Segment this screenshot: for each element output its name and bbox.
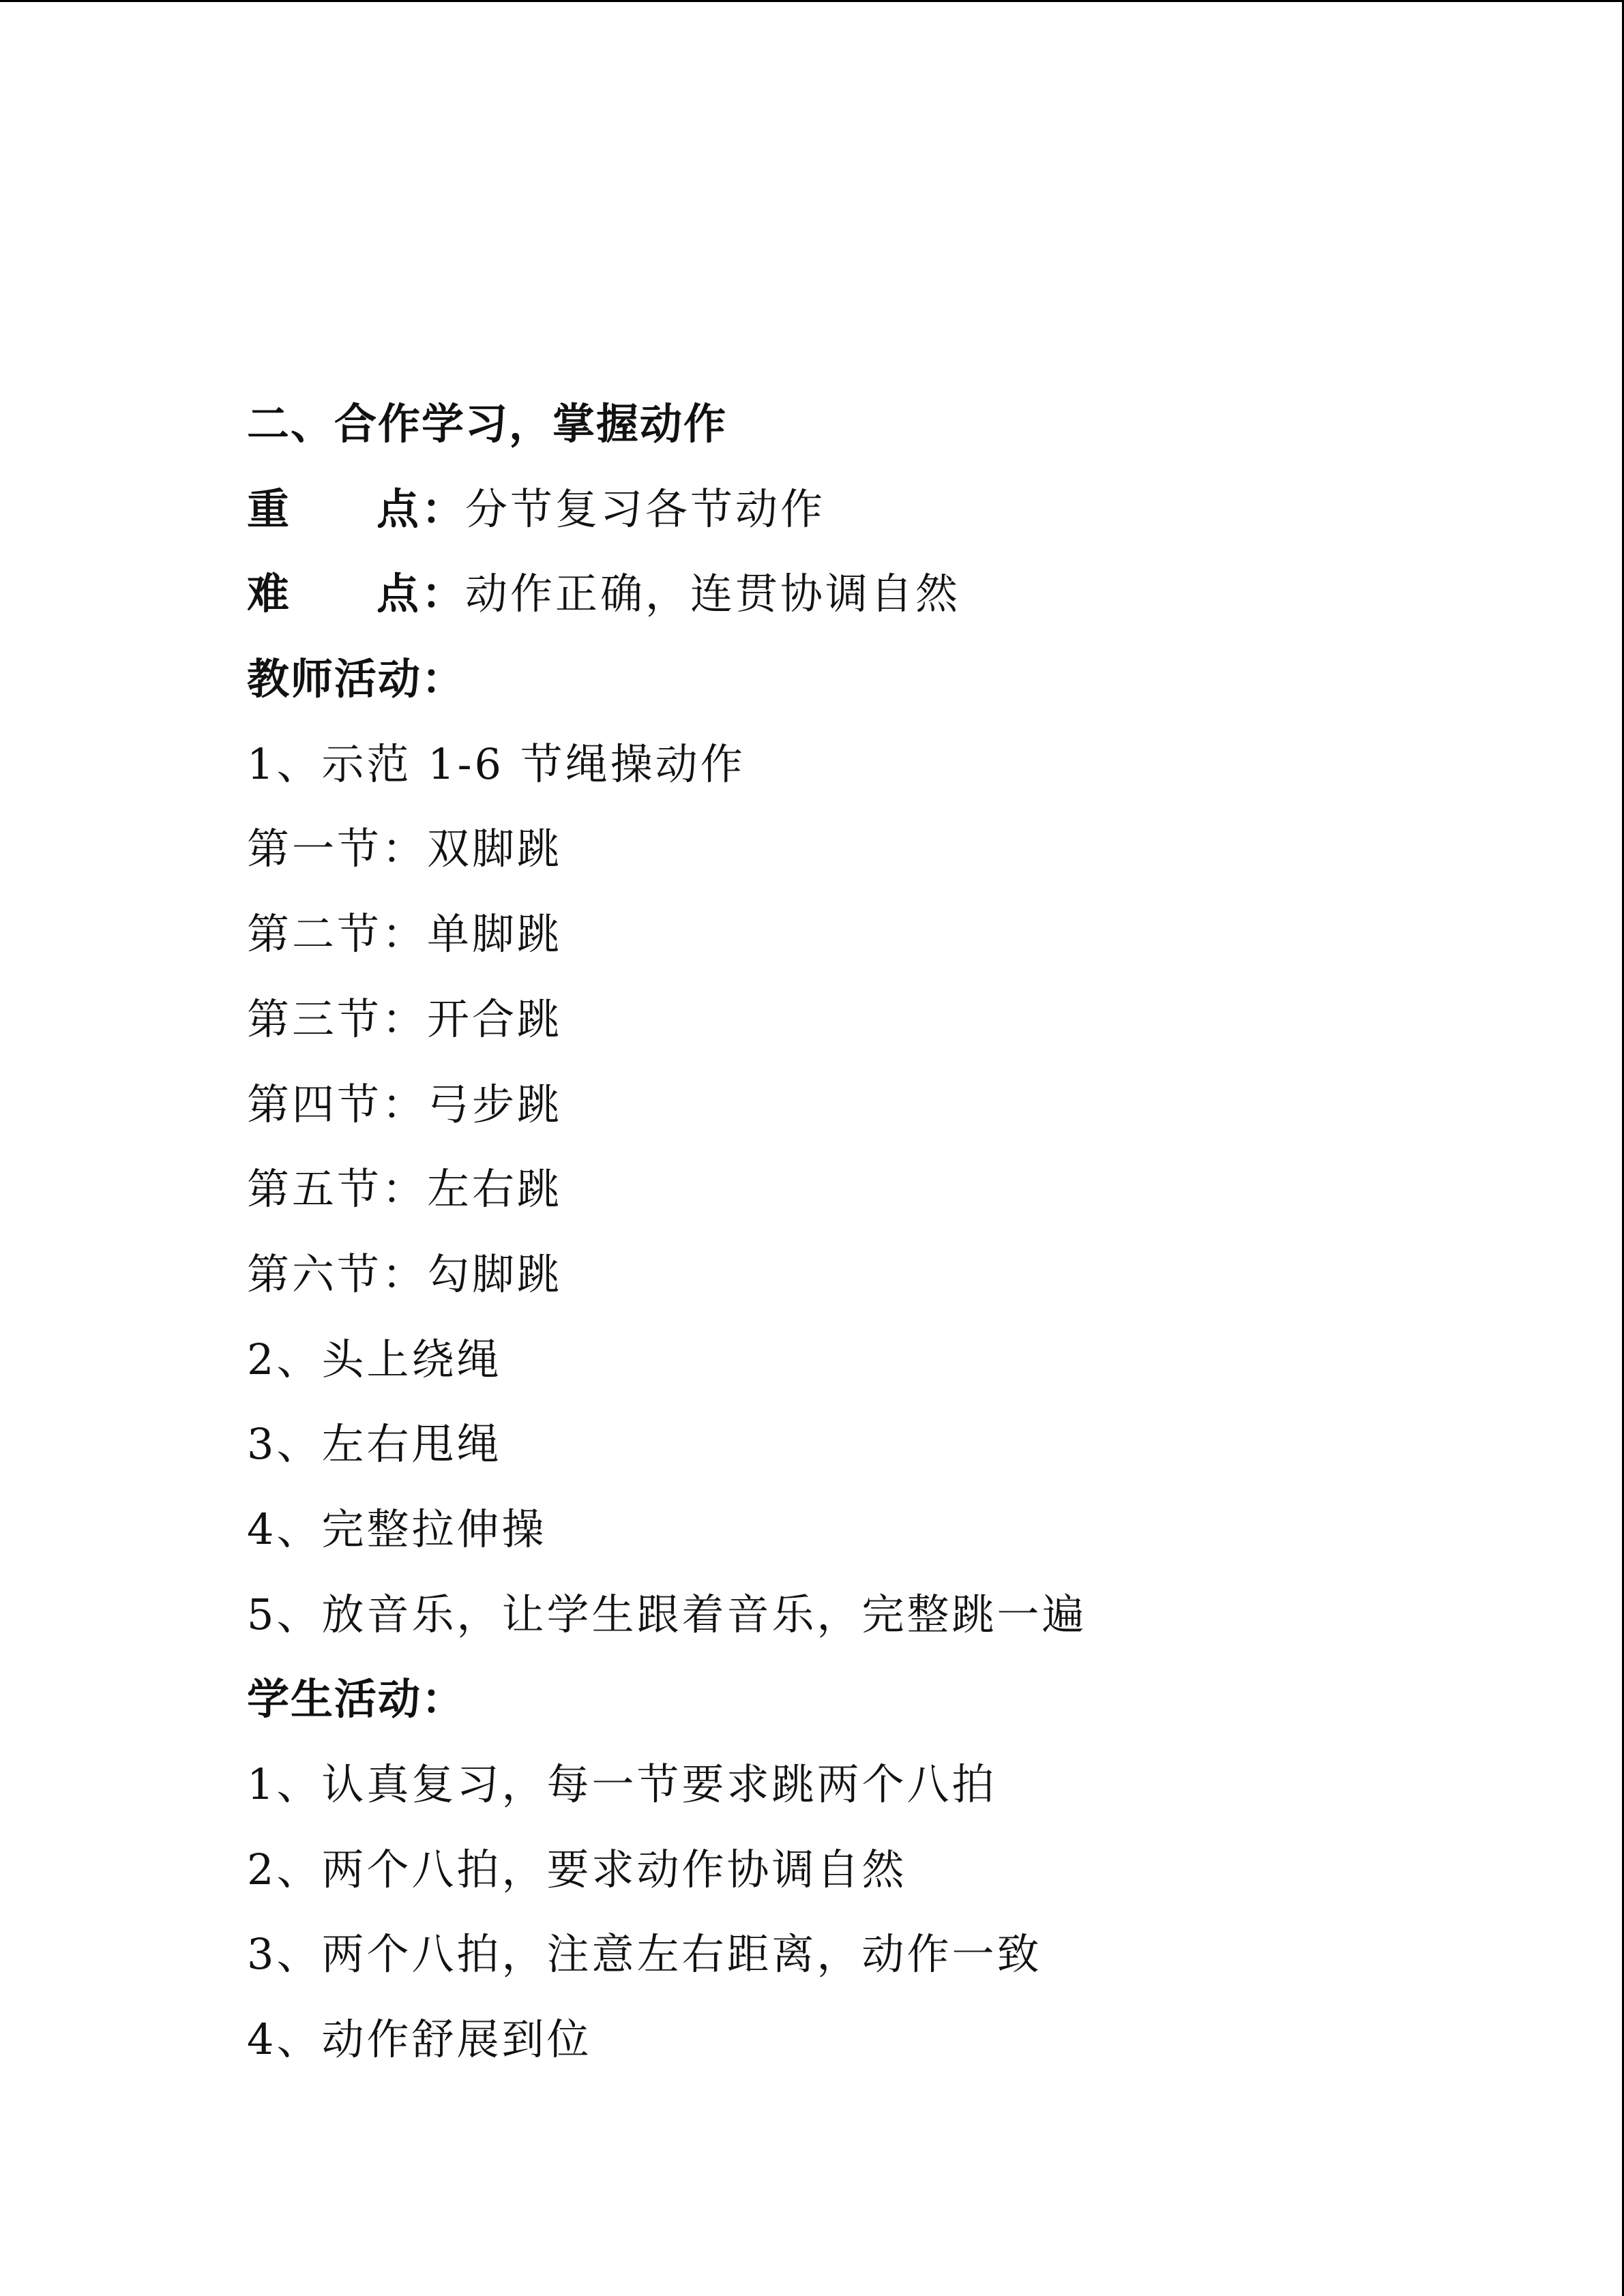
page-top-border (0, 0, 1624, 2)
student-activity-heading: 学生活动： (247, 1674, 466, 1725)
list-item: 第四节：弓步跳 (247, 1079, 563, 1129)
list-item: 1、示范 1-6 节绳操动作 (247, 739, 745, 789)
difficult-point-label-b: 点： (377, 569, 467, 619)
key-point-label-a: 重 (247, 483, 293, 534)
key-point-text: 分节复习各节动作 (465, 483, 826, 534)
student-activity-list (247, 1742, 1543, 2083)
teacher-activity-heading: 教师活动： (247, 654, 466, 704)
list-item: 4、完整拉伸操 (247, 1504, 547, 1554)
difficult-point-label (247, 552, 465, 637)
list-item: 2、头上绕绳 (247, 1334, 502, 1384)
list-item: 第二节：单脚跳 (247, 909, 563, 959)
list-item: 4、动作舒展到位 (247, 2014, 592, 2065)
document-body (247, 382, 1543, 2083)
key-point-row (247, 467, 1543, 552)
list-item: 2、两个八拍，要求动作协调自然 (247, 1844, 907, 1894)
teacher-activity-list (247, 722, 1543, 1658)
key-point-label-b: 点： (377, 483, 467, 534)
list-item: 第三节：开合跳 (247, 994, 563, 1044)
list-item: 3、两个八拍，注意左右距离，动作一致 (247, 1929, 1042, 1980)
list-item: 3、左右甩绳 (247, 1419, 502, 1470)
difficult-point-text: 动作正确，连贯协调自然 (465, 569, 961, 619)
section-heading: 二、合作学习，掌握动作 (247, 399, 728, 449)
difficult-point-row (247, 552, 1543, 637)
difficult-point-label-a: 难 (247, 569, 293, 619)
list-item: 第六节：勾脚跳 (247, 1249, 563, 1299)
key-point-label (247, 467, 465, 552)
list-item: 第一节：双脚跳 (247, 824, 563, 874)
list-item: 5、放音乐，让学生跟着音乐，完整跳一遍 (247, 1589, 1087, 1639)
list-item: 1、认真复习，每一节要求跳两个八拍 (247, 1759, 997, 1809)
list-item: 第五节：左右跳 (247, 1164, 563, 1214)
